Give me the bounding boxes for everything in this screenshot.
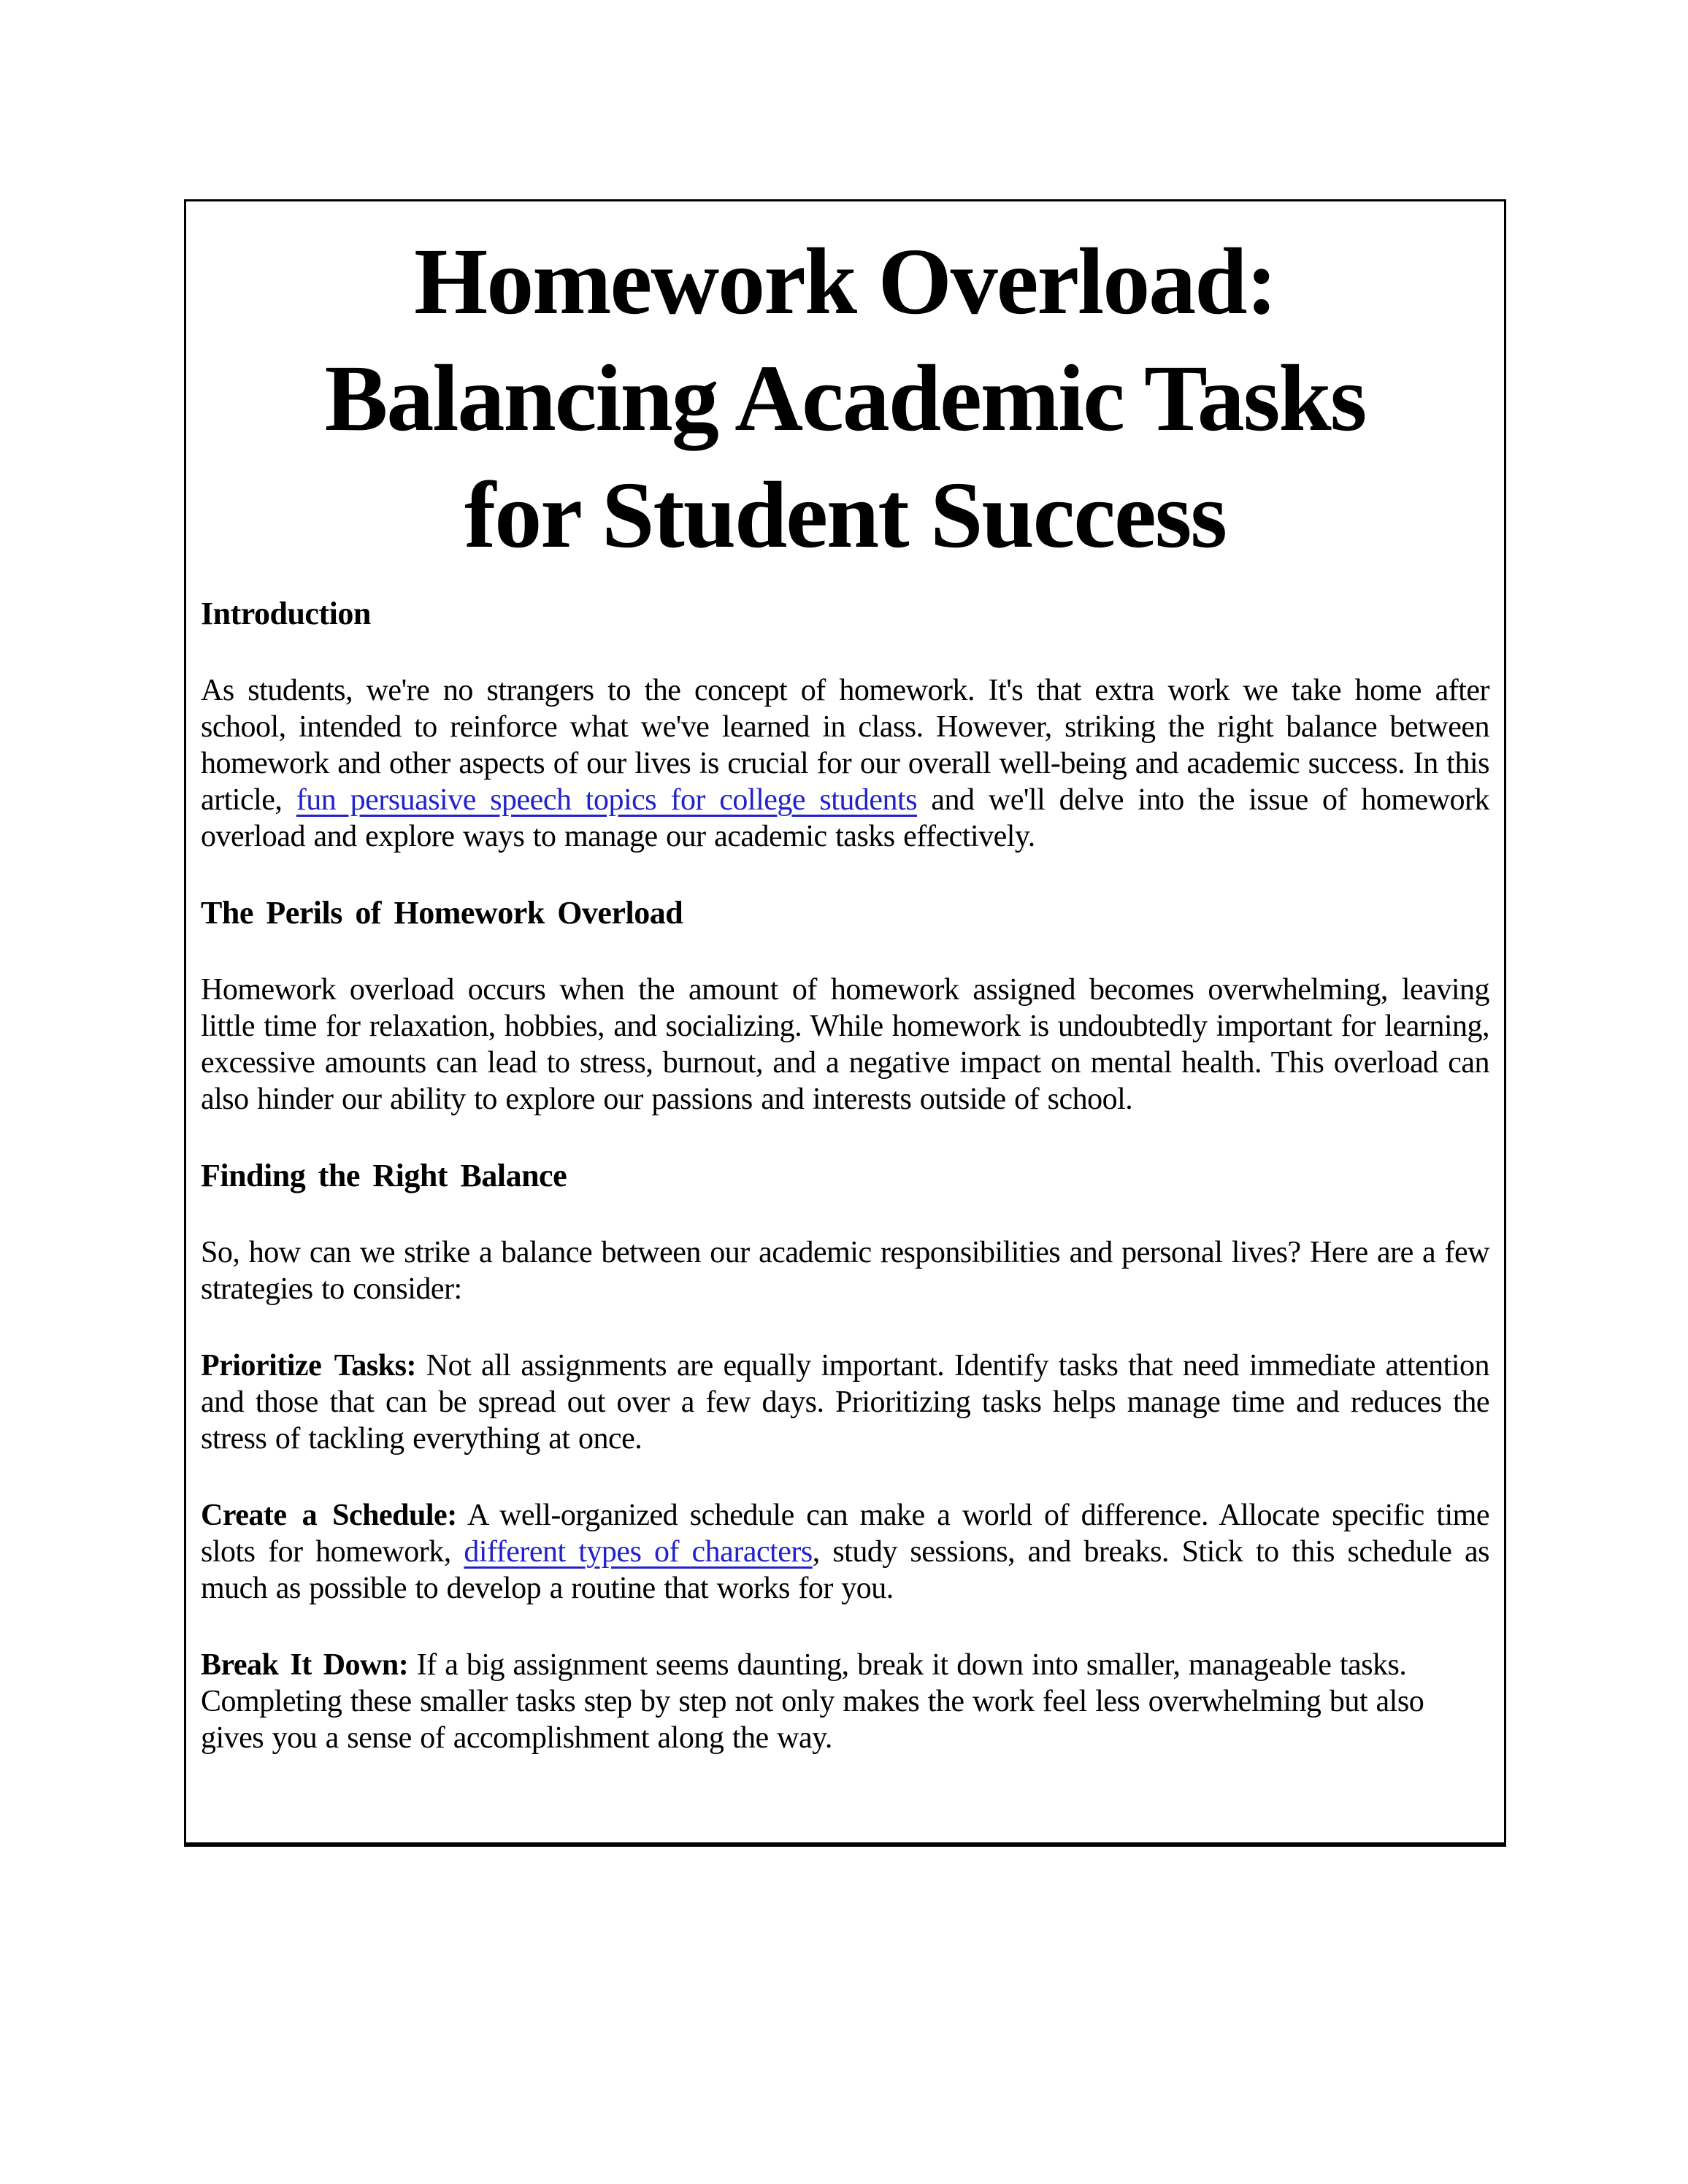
document-body: [201, 596, 1489, 1756]
document-title: [201, 223, 1489, 574]
text-run: As students, we're no strangers to the concept of homework. It's that extra work we take home after school, intended to reinforce what we've learned in class. However, striking the right balance between homework and other aspects of our lives is crucial for our overall well-being and academic success. In this article,: [201, 674, 1489, 817]
text-run: and we'll delve into the issue of homework overload and explore ways to manage our academic tasks effectively.: [201, 783, 1490, 853]
title-line: Homework Overload:: [414, 229, 1276, 334]
section-heading: Introduction: [201, 596, 371, 631]
paragraph: [201, 1234, 1489, 1307]
bold-lead: Prioritize Tasks:: [201, 1349, 416, 1383]
paragraph: [201, 972, 1489, 1118]
section-heading: Finding the Right Balance: [201, 1158, 567, 1193]
inline-link[interactable]: different types of characters: [464, 1535, 813, 1569]
title-line: Balancing Academic Tasks: [324, 346, 1366, 451]
paragraph: [201, 1347, 1489, 1457]
text-run: If a big assignment seems daunting, break it down into smaller, manageable tasks. Completing these smaller tasks step by step not only makes the work feel less overwhelming but also gives you a sense of accomplishment along the way.: [201, 1648, 1424, 1755]
paragraph: [201, 672, 1489, 855]
bold-lead: Create a Schedule:: [201, 1499, 457, 1532]
text-run: , study sessions, and breaks. Stick to this schedule as much as possible to develop a routine that works for you.: [201, 1535, 1489, 1605]
inline-link[interactable]: fun persuasive speech topics for college students: [296, 783, 918, 817]
section-heading: The Perils of Homework Overload: [201, 895, 683, 931]
paragraph: [201, 1497, 1489, 1607]
text-run: Homework overload occurs when the amount of homework assigned becomes overwhelming, leaving little time for relaxation, hobbies, and socializing. While homework is undoubtedly important for learning, excessive amounts can lead to stress, burnout, and a negative impact on mental health. This overload can also hinder our ability to explore our passions and interests outside of school.: [201, 973, 1489, 1116]
text-run: Not all assignments are equally important. Identify tasks that need immediate attention and those that can be spread out over a few days. Prioritizing tasks helps manage time and reduces the stress of tackling everything at once.: [201, 1349, 1489, 1456]
text-run: So, how can we strike a balance between our academic responsibilities and personal lives? Here are a few strategies to consider:: [201, 1236, 1489, 1306]
document-border-box: [184, 199, 1506, 1847]
paragraph: [201, 1647, 1489, 1756]
text-run: A well-organized schedule can make a world of difference. Allocate specific time slots for homework,: [201, 1499, 1489, 1569]
bold-lead: Break It Down:: [201, 1648, 409, 1682]
title-line: for Student Success: [464, 463, 1226, 568]
